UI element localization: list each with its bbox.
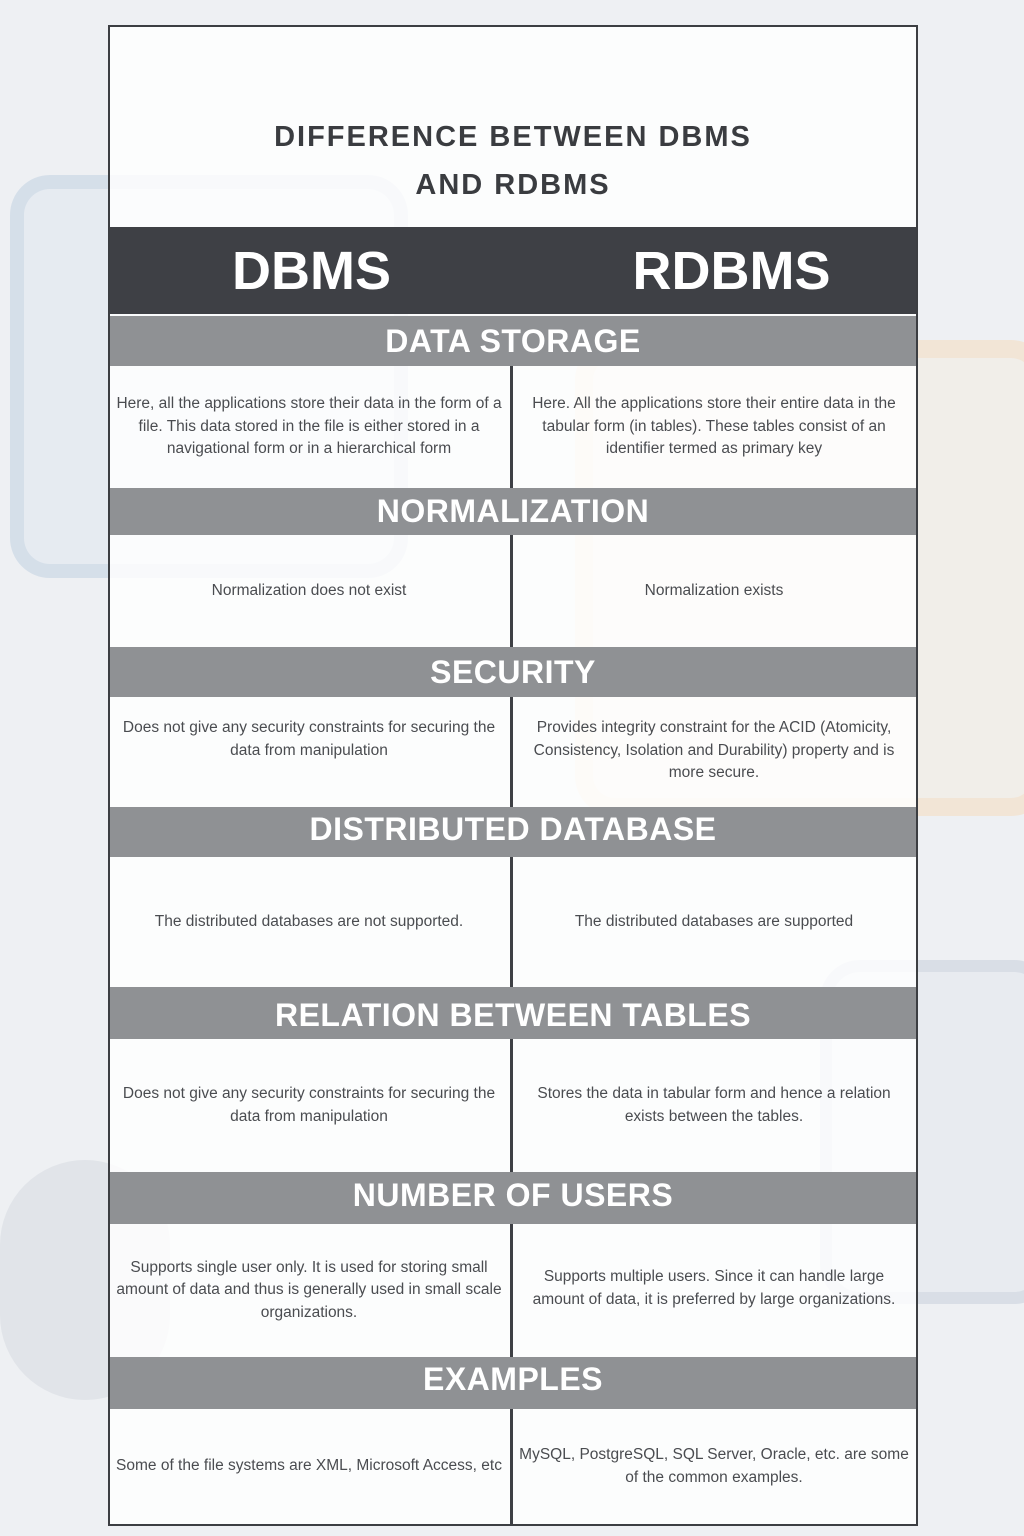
dbms-cell: Some of the file systems are XML, Microsoft Access, etc (116, 1457, 502, 1475)
comparison-row-data-storage (110, 366, 916, 488)
rdbms-cell: The distributed databases are supported (574, 912, 854, 930)
comparison-row-number-of-users (110, 1224, 916, 1357)
rdbms-cell: Here. All the applications store their entire data in the tabular form (in tables). These tables consist of an identifier termed as primary key (532, 395, 896, 458)
dbms-cell: Supports single user only. It is used for storing small amount of data and thus is generally used in small scale organizations. (116, 1258, 502, 1321)
column-divider (510, 1409, 513, 1524)
dbms-cell: Normalization does not exist (211, 581, 407, 599)
column-divider (510, 535, 513, 647)
rdbms-cell: Provides integrity constraint for the ACID (Atomicity, Consistency, Isolation and Durability) property and is more secure. (533, 719, 895, 781)
rdbms-cell: MySQL, PostgreSQL, SQL Server, Oracle, etc. are some of the common examples. (519, 1446, 909, 1486)
section-heading-examples: EXAMPLES (110, 1357, 916, 1409)
page-title (110, 113, 916, 209)
comparison-row-relation-between-tables (110, 1039, 916, 1172)
column-divider (510, 697, 513, 807)
comparison-row-examples (110, 1409, 916, 1524)
section-heading-number-of-users: NUMBER OF USERS (110, 1172, 916, 1224)
section-heading-security: SECURITY (110, 647, 916, 697)
column-header-bar (110, 227, 916, 314)
comparison-card (108, 25, 918, 1526)
dbms-cell: The distributed databases are not supported. (154, 912, 464, 930)
rdbms-cell: Supports multiple users. Since it can handle large amount of data, it is preferred by large organizations. (532, 1268, 896, 1308)
dbms-cell: Does not give any security constraints for securing the data from manipulation (122, 1085, 496, 1125)
dbms-cell: Here, all the applications store their data in the form of a file. This data stored in the file is either stored in a navigational form or in a hierarchical form (116, 395, 502, 458)
column-divider (510, 366, 513, 488)
section-heading-relation-between-tables: RELATION BETWEEN TABLES (110, 987, 916, 1039)
column-header-dbms: DBMS (232, 241, 391, 301)
section-heading-data-storage: DATA STORAGE (110, 316, 916, 366)
column-header-rdbms: RDBMS (632, 241, 831, 301)
column-divider (510, 1039, 513, 1172)
dbms-cell: Does not give any security constraints for securing the data from manipulation (122, 719, 496, 759)
rdbms-cell: Normalization exists (644, 581, 784, 599)
page-title-line-2: AND RDBMS (415, 169, 611, 201)
column-divider (510, 857, 513, 987)
comparison-row-normalization (110, 535, 916, 647)
comparison-row-security (110, 697, 916, 807)
section-heading-normalization: NORMALIZATION (110, 488, 916, 535)
comparison-row-distributed-database (110, 857, 916, 987)
rdbms-cell: Stores the data in tabular form and hence a relation exists between the tables. (537, 1085, 891, 1125)
column-divider (510, 1224, 513, 1357)
page-title-line-1: DIFFERENCE BETWEEN DBMS (274, 121, 752, 153)
section-heading-distributed-database: DISTRIBUTED DATABASE (110, 807, 916, 857)
